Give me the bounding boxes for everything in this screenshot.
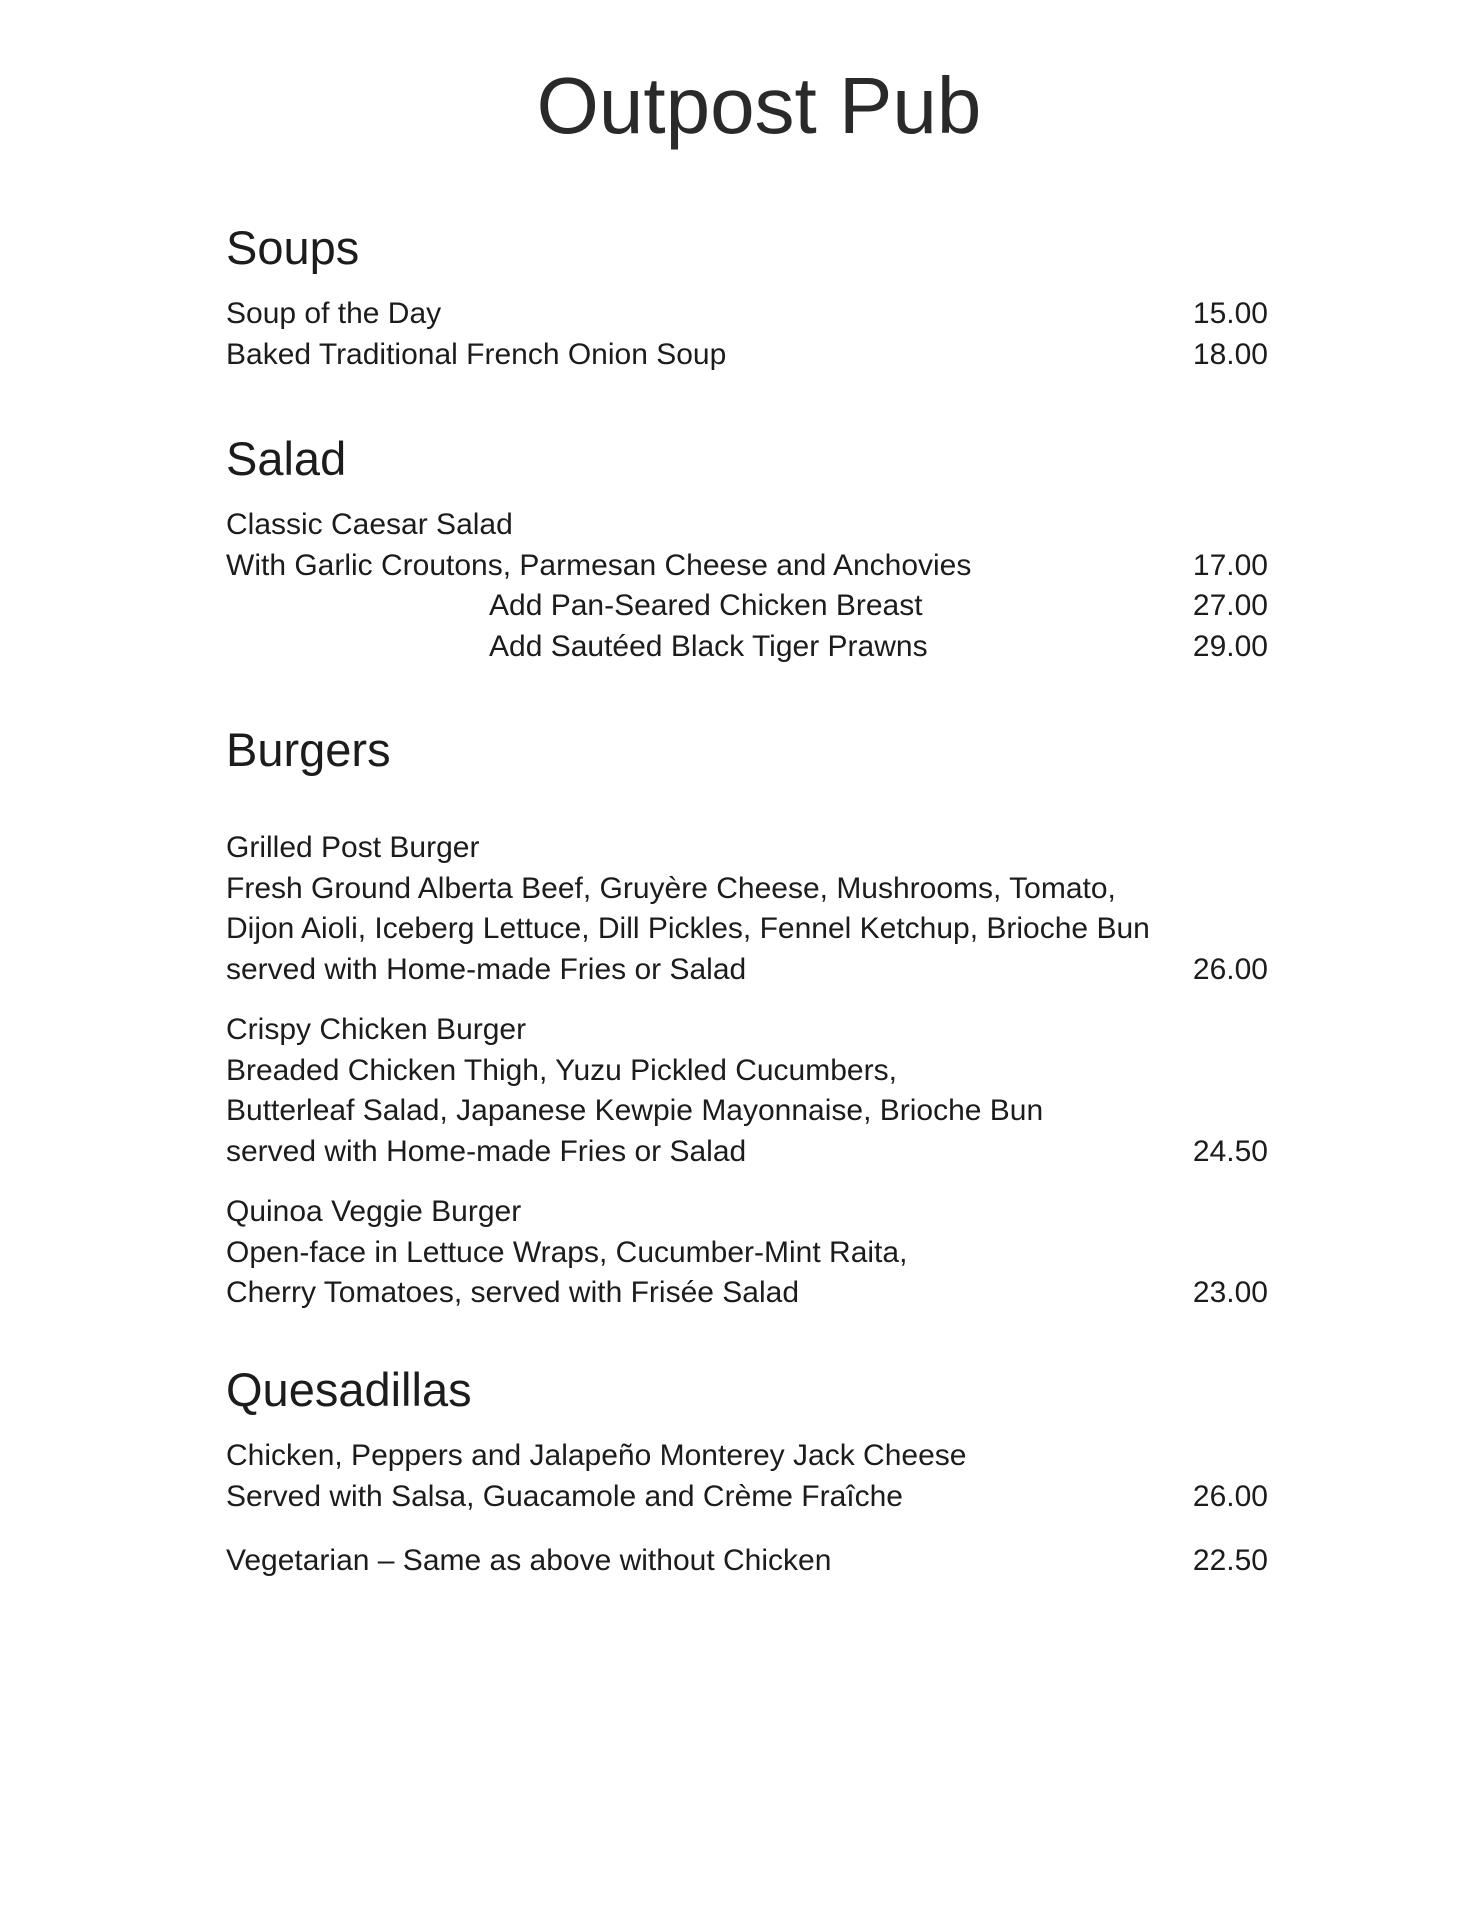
menu-item-name: Grilled Post Burger bbox=[226, 831, 480, 864]
menu-item-name: Soup of the Day bbox=[226, 297, 442, 330]
menu-item-description: Fresh Ground Alberta Beef, Gruyère Cheese, Mushrooms, Tomato, bbox=[226, 871, 1116, 905]
menu-item-description: Dijon Aioli, Iceberg Lettuce, Dill Pickles, Fennel Ketchup, Brioche Bun bbox=[226, 912, 1150, 945]
menu-item-description: Cherry Tomatoes, served with Frisée Salad 23.00 bbox=[226, 1273, 1268, 1314]
menu-item-description: served with Home-made Fries or Salad 24.50 bbox=[226, 1132, 1268, 1173]
menu-item-description: Open-face in Lettuce Wraps, Cucumber-Mint Raita, bbox=[226, 1235, 908, 1269]
section-soups bbox=[226, 222, 1268, 375]
section-burgers bbox=[226, 724, 1268, 1314]
menu-item-description: Served with Salsa, Guacamole and Crème Fraîche 26.00 bbox=[226, 1477, 1268, 1518]
menu-item-price: 26.00 bbox=[1192, 952, 1268, 986]
menu-item-price: 23.00 bbox=[1192, 1276, 1268, 1309]
menu-item-name: Crispy Chicken Burger bbox=[226, 1013, 527, 1046]
addon-name: Add Pan-Seared Chicken Breast bbox=[489, 589, 923, 622]
menu-item bbox=[226, 1436, 1268, 1517]
page-title: Outpost Pub bbox=[536, 61, 982, 150]
menu-item-price: 22.50 bbox=[1192, 1544, 1268, 1577]
section-heading: Soups bbox=[226, 221, 360, 274]
menu-item-description: With Garlic Croutons, Parmesan Cheese and Anchovies 17.00 bbox=[226, 546, 1268, 587]
addon-price: 29.00 bbox=[1192, 629, 1268, 663]
addon-name: Add Sautéed Black Tiger Prawns bbox=[489, 629, 928, 663]
menu-item-name: Quinoa Veggie Burger bbox=[226, 1195, 522, 1228]
section-salad bbox=[226, 433, 1268, 667]
menu-item-name: Classic Caesar Salad bbox=[226, 508, 513, 541]
menu-item-name: Baked Traditional French Onion Soup bbox=[226, 337, 727, 371]
menu-item-addon bbox=[226, 627, 1268, 668]
menu-item-description: served with Home-made Fries or Salad 26.00 bbox=[226, 950, 1268, 991]
menu-item bbox=[226, 828, 1268, 990]
menu-item-price: 26.00 bbox=[1192, 1479, 1268, 1513]
menu-item-price: 17.00 bbox=[1192, 548, 1268, 582]
section-heading: Salad bbox=[226, 432, 347, 485]
menu-item-description: Breaded Chicken Thigh, Yuzu Pickled Cucumbers, bbox=[226, 1053, 897, 1087]
menu-item-price: 15.00 bbox=[1192, 297, 1268, 330]
menu-item bbox=[226, 1541, 1268, 1582]
menu-item bbox=[226, 294, 1268, 335]
section-heading: Quesadillas bbox=[226, 1363, 472, 1416]
menu-item-price: 18.00 bbox=[1192, 337, 1268, 371]
menu-item bbox=[226, 1010, 1268, 1172]
section-quesadillas bbox=[226, 1364, 1268, 1582]
section-heading: Burgers bbox=[226, 723, 391, 776]
menu-item-price: 24.50 bbox=[1192, 1134, 1268, 1168]
menu-item-name: Vegetarian – Same as above without Chicken bbox=[226, 1544, 832, 1577]
menu-item bbox=[226, 1192, 1268, 1314]
menu-item-name: Chicken, Peppers and Jalapeño Monterey Jack Cheese bbox=[226, 1439, 967, 1472]
menu-item bbox=[226, 335, 1268, 376]
menu-item-addon bbox=[226, 586, 1268, 627]
menu-item-description: Butterleaf Salad, Japanese Kewpie Mayonnaise, Brioche Bun bbox=[226, 1094, 1044, 1127]
addon-price: 27.00 bbox=[1192, 589, 1268, 622]
